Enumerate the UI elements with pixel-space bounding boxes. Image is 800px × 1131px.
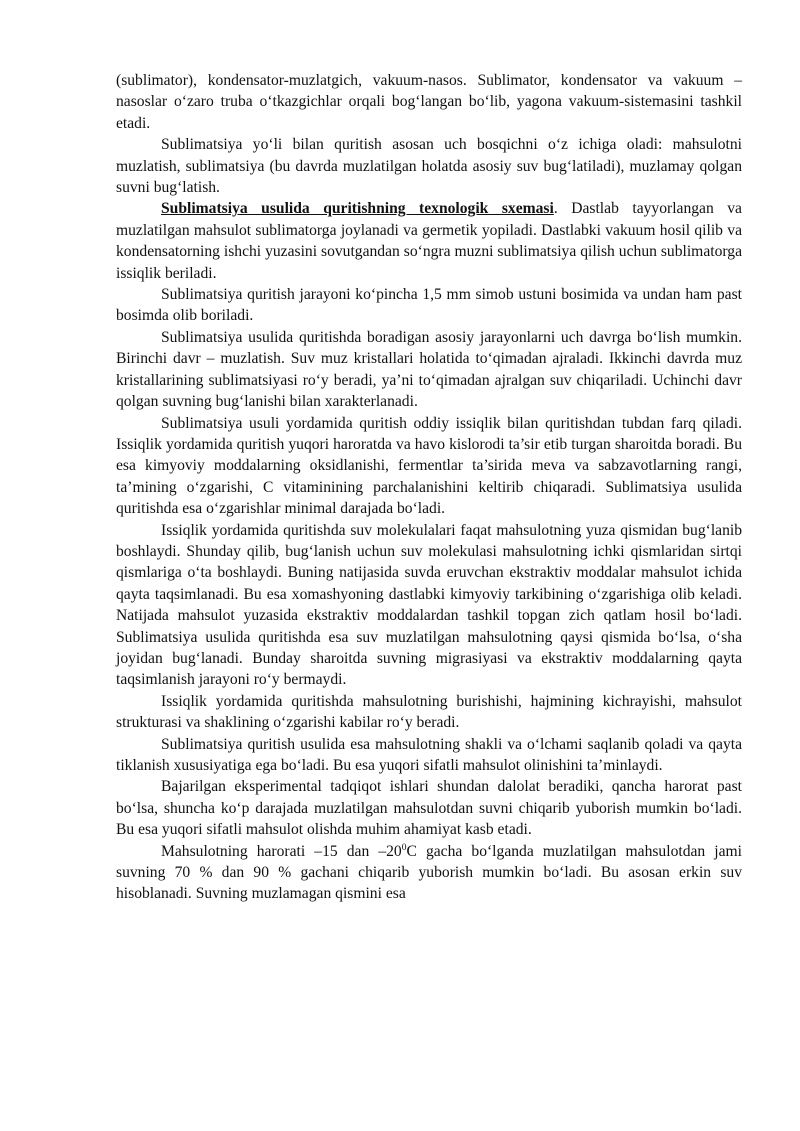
document-page xyxy=(116,70,742,905)
paragraph xyxy=(116,198,742,284)
paragraph: Issiqlik yordamida quritishda mahsulotning burishishi, hajmining kichrayishi, mahsulot strukturasi va shaklining o‘zgarishi kabilar ro‘y beradi. xyxy=(116,692,742,732)
paragraph xyxy=(116,841,742,905)
paragraph: Bajarilgan eksperimental tadqiqot ishlari shundan dalolat beradiki, qancha harorat past bo‘lsa, shuncha ko‘p darajada muzlatilgan mahsulotdan suvni chiqarib yuborish mumkin bo‘ladi. Bu esa yuqori sifatli mahsulot olishda muhim ahamiyat kasb etadi. xyxy=(116,778,742,839)
paragraph-text: . Dastlab tayyorlangan va muzlatilgan mahsulot sublimatorga joylanadi va germetik yopiladi. Dastlabki vakuum hosil qilib va kondensatorning ishchi yuzasini sovutgandan so‘ngra muzni sublimatsiya qilish uchun sublimatorga issiqlik beriladi. xyxy=(116,200,742,282)
paragraph: Issiqlik yordamida quritishda suv molekulalari faqat mahsulotning yuza qismidan bug‘lanib boshlaydi. Shunday qilib, bug‘lanish uchun suv molekulasi mahsulotning ichki qismlaridan sirtqi qismlariga o‘ta boshlaydi. Buning natijasida suvda eruvchan ekstraktiv moddalar mahsulot ichida qayta taqsimlanadi. Bu esa xomashyoning dastlabki kimyoviy tarkibining o‘zgarishiga olib keladi. Natijada mahsulot yuzasida ekstraktiv moddalardan tashkil topgan zich qatlam hosil bo‘ladi. Sublimatsiya usulida quritishda esa suv muzlatilgan mahsulotning qaysi qismida bo‘lsa, o‘sha joyidan bug‘lanadi. Bunday sharoitda suvning migrasiyasi va ekstraktiv moddalarning qayta taqsimlanish jarayoni ro‘y bermaydi. xyxy=(116,521,742,689)
degree-superscript: 0 xyxy=(401,842,407,853)
paragraph: Sublimatsiya quritish usulida esa mahsulotning shakli va o‘lchami saqlanib qoladi va qayta tiklanish xususiyatiga ega bo‘ladi. Bu esa yuqori sifatli mahsulot olinishini ta’minlaydi. xyxy=(116,735,742,774)
paragraph: Sublimatsiya usuli yordamida quritish oddiy issiqlik bilan quritishdan tubdan farq qiladi. Issiqlik yordamida quritish yuqori haroratda va havo kislorodi ta’sir etib turgan sharoitda boradi. Bu esa kimyoviy moddalarning oksidlanishi, fermentlar ta’sirida meva va sabzavotlarning rangi, ta’mining o‘zgarishi, C vitaminining parchalanishini keltirib chiqaradi. Sublimatsiya usulida quritishda esa o‘zgarishlar minimal darajada bo‘ladi. xyxy=(116,414,742,518)
paragraph: (sublimator), kondensator-muzlatgich, vakuum-nasos. Sublimator, kondensator va vakuum – nasoslar o‘zaro truba o‘tkazgichlar orqali bog‘langan bo‘lib, yagona vakuum-sistemasini tashkil etadi. xyxy=(116,72,742,132)
paragraph: Sublimatsiya quritish jarayoni ko‘pincha 1,5 mm simob ustuni bosimida va undan ham past bosimda olib boriladi. xyxy=(116,286,742,325)
paragraph: Sublimatsiya yo‘li bilan quritish asosan uch bosqichni o‘z ichiga oladi: mahsulotni muzlatish, sublimatsiya (bu davrda muzlatilgan holatda asosiy suv bug‘latiladi), muzlamay qolgan suvni bug‘latish. xyxy=(116,136,742,197)
paragraph-text: C gacha bo‘lganda muzlatilgan mahsulotdan jami suvning 70 % dan 90 % gachani chiqarib yuborish mumkin bo‘ladi. Bu asosan erkin suv hisoblanadi. Suvning muzlamagan qismini esa xyxy=(116,842,742,903)
paragraph: Sublimatsiya usulida quritishda boradigan asosiy jarayonlarni uch davrga bo‘lish mumkin. Birinchi davr – muzlatish. Suv muz kristallari holatida to‘qimadan ajraladi. Ikkinchi davrda muz kristallarining sublimatsiyasi ro‘y beradi, ya’ni to‘qimadan ajralgan suv chiqariladi. Uchinchi davr qolgan suvning bug‘lanishi bilan xarakterlanadi. xyxy=(116,328,742,411)
section-heading: Sublimatsiya usulida quritishning texnologik sxemasi xyxy=(161,200,554,218)
paragraph-text: Mahsulotning harorati –15 dan –20 xyxy=(161,842,402,860)
